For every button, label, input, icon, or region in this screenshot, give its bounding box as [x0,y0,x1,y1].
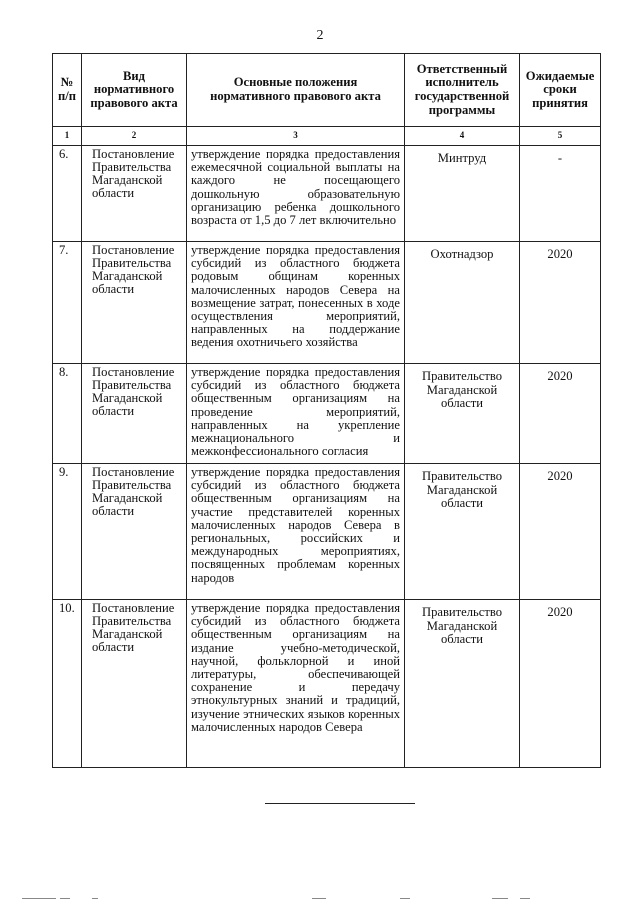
normative-acts-table [52,53,601,768]
scan-artifact-marks [0,897,640,900]
act-kind: Постановление Правительства Магаданской области [82,600,187,768]
act-kind: Постановление Правительства Магаданской области [82,464,187,600]
act-provisions: утверждение порядка предоставления субсидий из областного бюджета общественным организациям на издание учебно-методической, научной, фольклорной и иной литературы, обеспечивающей сохранение и передачу этнокультурных знаний и традиций, изучение этнических языков коренных малочисленных народов Севера [187,600,405,768]
column-number: 3 [187,127,405,146]
table-header-row [53,54,601,127]
column-number: 2 [82,127,187,146]
header-provisions: Основные положения нормативного правового акта [187,54,405,127]
act-kind: Постановление Правительства Магаданской области [82,364,187,464]
expected-term: 2020 [520,464,601,600]
act-kind: Постановление Правительства Магаданской области [82,146,187,242]
responsible-executor: Правительство Магаданской области [405,464,520,600]
row-number: 7. [53,242,82,364]
row-number: 6. [53,146,82,242]
expected-term: 2020 [520,600,601,768]
page-number: 2 [316,28,324,43]
act-provisions: утверждение порядка предоставления субсидий из областного бюджета общественным организациям на проведение мероприятий, направленных на укрепление межнационального и межконфессионального согласия [187,364,405,464]
header-term: Ожидаемые сроки принятия [520,54,601,127]
row-number: 9. [53,464,82,600]
header-kind: Вид нормативного правового акта [82,54,187,127]
table-row [53,600,601,768]
act-provisions: утверждение порядка предоставления субсидий из областного бюджета родовым общинам коренных малочисленных народов Севера на возмещение затрат, понесенных в ходе осуществления мероприятий, направленных на поддержание ведения охотничьего хозяйства [187,242,405,364]
responsible-executor: Минтруд [405,146,520,242]
expected-term: - [520,146,601,242]
column-number: 4 [405,127,520,146]
column-number: 1 [53,127,82,146]
act-provisions: утверждение порядка предоставления ежемесячной социальной выплаты на каждого не посещающего дошкольную образовательную организацию ребенка дошкольного возраста от 1,5 до 7 лет включительно [187,146,405,242]
table-row [53,146,601,242]
responsible-executor: Охотнадзор [405,242,520,364]
act-kind: Постановление Правительства Магаданской области [82,242,187,364]
column-number: 5 [520,127,601,146]
expected-term: 2020 [520,364,601,464]
closing-rule [265,803,415,804]
header-num: № п/п [53,54,82,127]
header-executor: Ответственный исполнитель государственной программы [405,54,520,127]
act-provisions: утверждение порядка предоставления субсидий из областного бюджета общественным организациям на участие представителей коренных малочисленных народов Севера в региональных, российских и международных мероприятиях, посвященных проблемам коренных народов [187,464,405,600]
column-numbers-row [53,127,601,146]
table-row [53,364,601,464]
responsible-executor: Правительство Магаданской области [405,600,520,768]
responsible-executor: Правительство Магаданской области [405,364,520,464]
table-row [53,242,601,364]
table-row [53,464,601,600]
row-number: 10. [53,600,82,768]
row-number: 8. [53,364,82,464]
expected-term: 2020 [520,242,601,364]
